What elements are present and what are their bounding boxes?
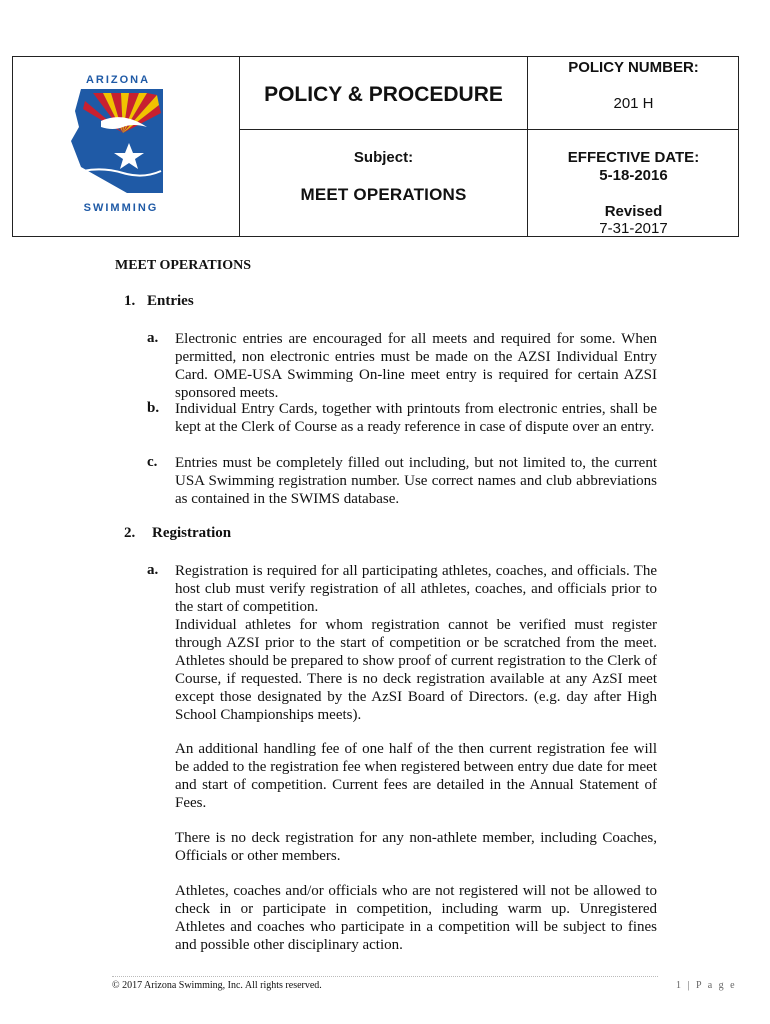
- subject-value: MEET OPERATIONS: [300, 185, 467, 204]
- paragraph: Individual athletes for whom registration cannot be verified must register through AZSI prior to the start of competition or be scratched from the meet. Athletes should be prepared to show proof of current registration to the Clerk of Course, if requested. There is no deck registration available at any AzSI meet except those designated by the AzSI Board of Directors. (e.g. day after High School Championships meets).: [175, 617, 657, 723]
- item-letter: a.: [147, 562, 159, 578]
- list-item: Entries must be completely filled out including, but not limited to, the current USA Swimming registration number. Use correct names and club abbreviations as contained in the SWIMS database.: [175, 455, 657, 507]
- section-title: Entries: [147, 293, 194, 309]
- effective-date-value: 5-18-2016: [599, 167, 668, 184]
- item-letter: c.: [147, 454, 158, 470]
- item-letter: a.: [147, 330, 159, 346]
- list-item: Electronic entries are encouraged for all meets and required for some. When permitted, non electronic entries must be made on the AZSI Individual Entry Card. OME-USA Swimming On-line meet entry is required for certain AZSI sponsored meets.: [175, 331, 657, 401]
- section-title: Registration: [152, 525, 232, 541]
- policy-header-table: [12, 56, 739, 237]
- logo-bottom-text: SWIMMING: [83, 202, 159, 214]
- subject-label: Subject:: [353, 149, 414, 166]
- arizona-swimming-logo: [63, 71, 173, 221]
- revised-date-value: 7-31-2017: [599, 220, 668, 237]
- revised-label: Revised: [604, 203, 663, 220]
- paragraph: An additional handling fee of one half of the then current registration fee will be added to the registration fee when registered between entry due date for meet and start of competition. Current fees are detailed in the Annual Statement of Fees.: [175, 741, 657, 811]
- list-item: Registration is required for all participating athletes, coaches, and officials. The host club must verify registration of all athletes, coaches, and officials prior to the start of competition.: [175, 563, 657, 615]
- effective-date-label: EFFECTIVE DATE:: [567, 149, 700, 166]
- footer-copyright: © 2017 Arizona Swimming, Inc. All rights reserved.: [112, 980, 322, 991]
- paragraph: There is no deck registration for any non-athlete member, including Coaches, Officials or other members.: [175, 830, 657, 864]
- paragraph: Athletes, coaches and/or officials who are not registered will not be allowed to check in or participate in competition, including warm up. Unregistered Athletes and coaches who participate in a competition will be subject to fines and possible other disciplinary action.: [175, 883, 657, 953]
- footer-page-number: 1 | P a g e: [676, 980, 737, 991]
- section-number: 2.: [124, 525, 136, 541]
- policy-number-label: POLICY NUMBER:: [568, 59, 699, 76]
- section-number: 1.: [124, 293, 136, 309]
- policy-number-value: 201 H: [613, 95, 654, 112]
- item-letter: b.: [147, 400, 160, 416]
- document-title: POLICY & PROCEDURE: [264, 83, 503, 106]
- section-heading: MEET OPERATIONS: [115, 258, 252, 273]
- footer-divider: [112, 976, 658, 977]
- logo-top-text: ARIZONA: [85, 74, 151, 86]
- list-item: Individual Entry Cards, together with printouts from electronic entries, shall be kept at the Clerk of Course as a ready reference in case of dispute over an entry.: [175, 401, 657, 435]
- divider: [239, 129, 739, 130]
